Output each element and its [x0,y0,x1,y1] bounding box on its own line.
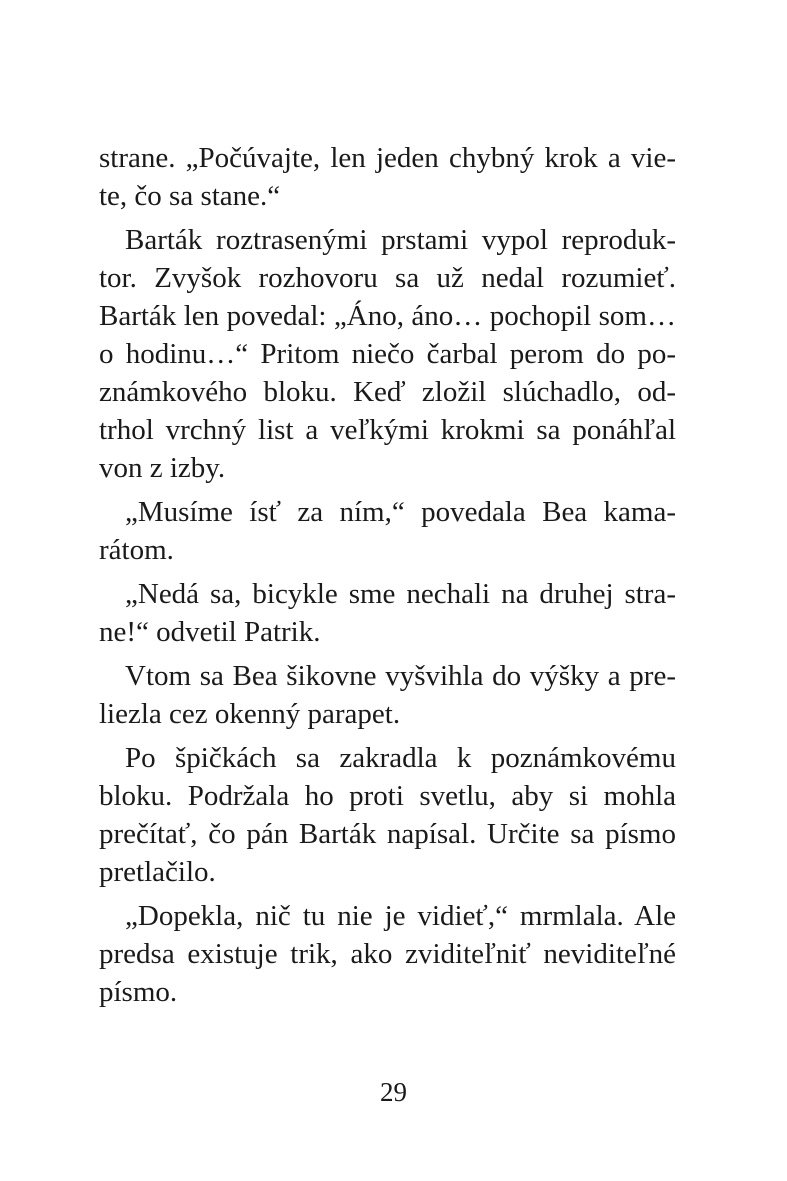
text-line: liezla cez okenný parapet. [99,698,401,730]
paragraph [99,493,676,569]
text-line: strane. „Počúvajte, len jeden chybný krok a vie- [99,142,676,174]
text-line: trhol vrchný list a veľkými krokmi sa ponáhľal [99,414,676,446]
text-line: „Dopekla, nič tu nie je vidieť,“ mrmlala. Ale [125,900,676,932]
body-text [99,139,676,1011]
text-line: Barták roztrasenými prstami vypol reproduk- [125,224,676,256]
text-line: Po špičkách sa zakradla k poznámkovému [125,742,676,774]
text-line: známkového bloku. Keď zložil slúchadlo, od- [99,376,676,408]
text-line: Vtom sa Bea šikovne vyšvihla do výšky a pre- [125,660,676,692]
page-number: 29 [380,1077,407,1107]
text-line: rátom. [99,534,174,566]
text-line: te, čo sa stane.“ [99,180,281,212]
text-line: o hodinu…“ Pritom niečo čarbal perom do po- [99,338,676,370]
text-line: „Nedá sa, bicykle sme nechali na druhej stra- [125,578,676,610]
text-line: Barták len povedal: „Áno, áno… pochopil som… [99,300,676,332]
text-line: von z izby. [99,452,226,484]
text-line: „Musíme ísť za ním,“ povedala Bea kama- [125,496,676,528]
paragraph [99,139,676,215]
text-line: predsa existuje trik, ako zviditeľniť neviditeľné [99,938,676,970]
paragraph [99,657,676,733]
paragraph [99,575,676,651]
paragraph [99,221,676,487]
text-line: bloku. Podržala ho proti svetlu, aby si mohla [99,780,676,812]
text-line: ne!“ odvetil Patrik. [99,616,321,648]
text-line: prečítať, čo pán Barták napísal. Určite sa písmo [99,818,676,850]
text-line: tor. Zvyšok rozhovoru sa už nedal rozumieť. [99,262,676,294]
text-line: písmo. [99,976,178,1008]
paragraph [99,897,676,1011]
paragraph [99,739,676,891]
text-line: pretlačilo. [99,856,216,888]
